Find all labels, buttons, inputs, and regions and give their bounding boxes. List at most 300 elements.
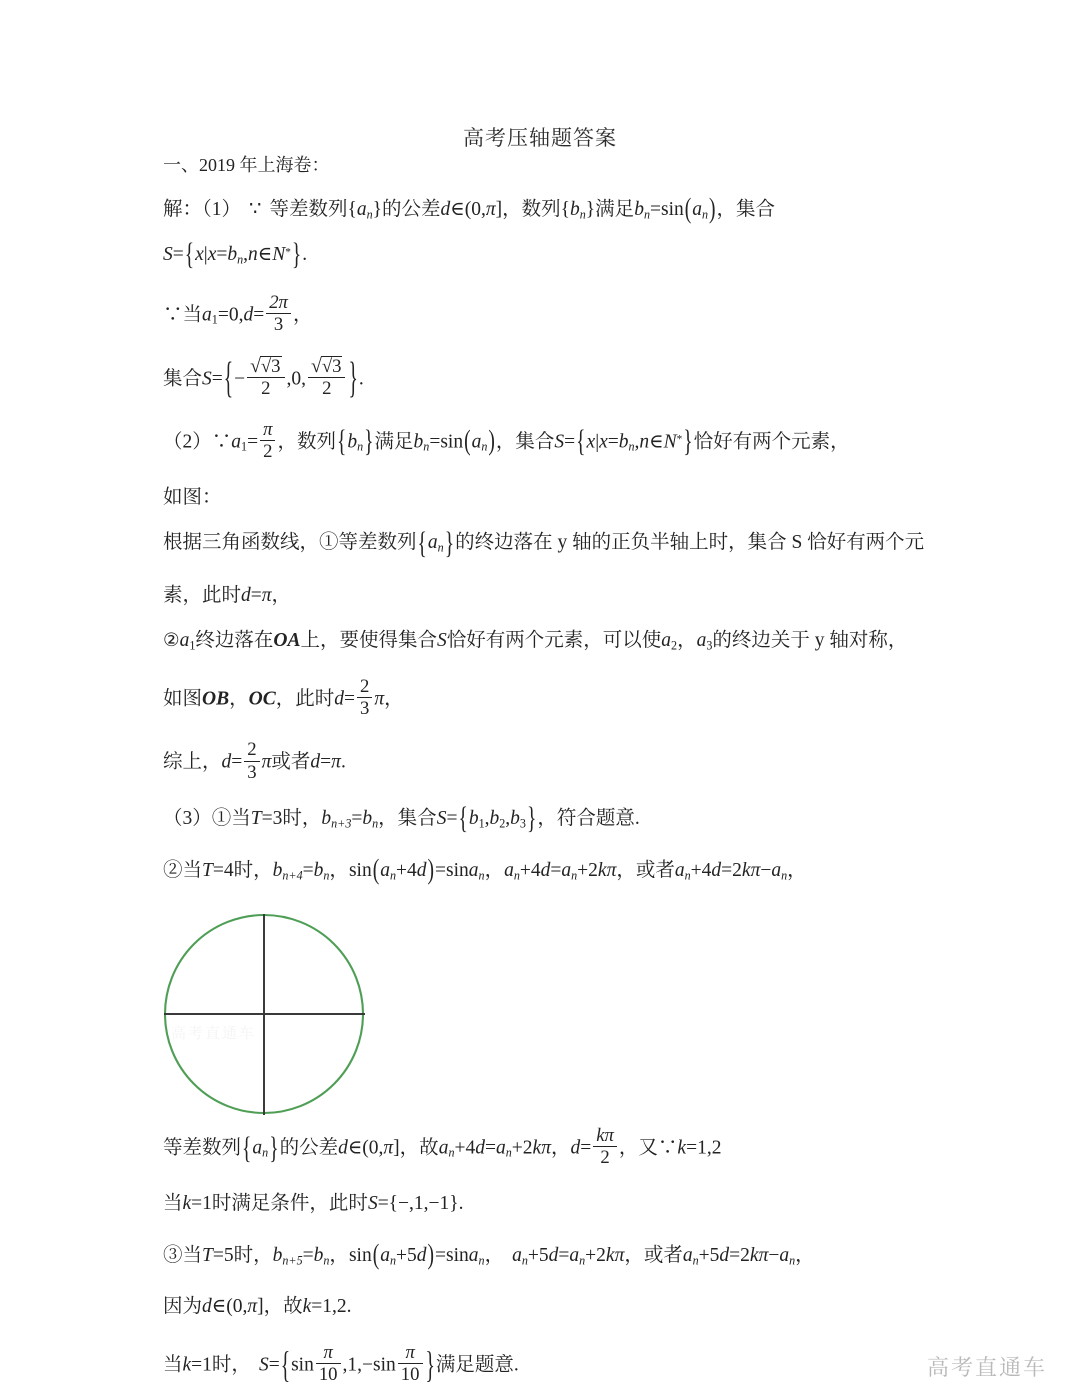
l17-text-a: 因为 bbox=[163, 1295, 203, 1317]
l1-brace-close: } bbox=[372, 199, 382, 220]
l16-eq: =5 bbox=[212, 1244, 234, 1266]
l1-d: d bbox=[440, 199, 451, 220]
l1-prefix: 解：（1） bbox=[163, 199, 242, 220]
l13-sa: a bbox=[380, 860, 390, 881]
l16-c2: ， bbox=[484, 1244, 505, 1266]
l2-bar: | bbox=[203, 244, 208, 266]
l2-in: ∈ bbox=[257, 244, 273, 266]
l12-bb3: b bbox=[510, 807, 520, 829]
fraction-2-3-b bbox=[244, 740, 259, 781]
l11-eq: = bbox=[231, 751, 243, 773]
l1-an-sub: n bbox=[366, 207, 373, 222]
l14-a2-sub: n bbox=[448, 1145, 455, 1160]
l5-x2: x bbox=[599, 431, 608, 453]
l14-text-a: 等差数列 bbox=[163, 1137, 242, 1159]
l16-a3: a bbox=[512, 1244, 522, 1266]
l13-sa2-sub: n bbox=[478, 868, 485, 883]
l1-pi: π bbox=[485, 199, 496, 220]
l16-sa2-sub: n bbox=[478, 1253, 485, 1268]
l14-eq2: = bbox=[580, 1137, 592, 1159]
l5-n: n bbox=[639, 431, 650, 453]
l18-text-a: 当 bbox=[163, 1354, 183, 1376]
l9-text-e: 的终边关于 y 轴对称， bbox=[712, 630, 908, 652]
l1-sin: sin bbox=[660, 199, 684, 220]
l13-c3: ，或者 bbox=[616, 860, 675, 881]
l1-bn2: b bbox=[634, 199, 644, 220]
l4-sqrt-num-b: √√3 bbox=[308, 356, 345, 378]
l13-prefix: ②当 bbox=[163, 860, 203, 881]
l5-c1: ，数列 bbox=[277, 431, 336, 453]
l12-b1: b bbox=[468, 807, 479, 829]
solution-line-17 bbox=[163, 1292, 928, 1321]
l16-pi2: π bbox=[758, 1244, 769, 1266]
l16-b-sub: n+5 bbox=[282, 1253, 303, 1268]
l5-star: * bbox=[676, 433, 683, 446]
l13-eq3: = bbox=[435, 860, 446, 881]
l9-text-d: ， bbox=[677, 630, 697, 652]
l3-a1: a bbox=[202, 304, 212, 325]
l13-sa-sub: n bbox=[389, 868, 396, 883]
l16-pi: π bbox=[614, 1244, 625, 1266]
l12-text-c: ，集合 bbox=[378, 807, 437, 829]
l15-text-b: 时满足条件，此时 bbox=[211, 1193, 368, 1215]
l4-sqrt-num: √√3 bbox=[247, 356, 284, 378]
l13-p2k: +2 bbox=[577, 860, 598, 881]
l18-den2: 10 bbox=[400, 1364, 420, 1386]
l12-bb3-sub: 3 bbox=[519, 815, 526, 830]
l18-den1: 10 bbox=[318, 1364, 338, 1386]
fraction-kpi-2 bbox=[593, 1126, 617, 1167]
l16-a6: a bbox=[779, 1244, 790, 1266]
l12-shi: 时， bbox=[282, 807, 322, 829]
l14-a3: a bbox=[495, 1137, 506, 1159]
l1-brace-open: { bbox=[347, 199, 357, 220]
l14-eq: = bbox=[484, 1137, 496, 1159]
l10-text-c: ，此时 bbox=[275, 688, 335, 710]
l13-tail: ， bbox=[787, 860, 807, 881]
l13-a3-sub: n bbox=[513, 868, 520, 883]
l4-minus: − bbox=[234, 368, 246, 390]
solution-line-11 bbox=[163, 740, 928, 781]
l16-c1: ， bbox=[329, 1244, 349, 1266]
l4-mid: ,0, bbox=[286, 368, 307, 390]
fraction-sqrt3-2-b bbox=[308, 356, 345, 398]
l8-eq: = bbox=[250, 584, 262, 606]
l16-eq3: = bbox=[435, 1244, 446, 1266]
solution-line-2: $S=\{x|x=b_n,n\in N^*\}$. bbox=[163, 239, 308, 273]
l16-p2k: +2 bbox=[585, 1244, 606, 1266]
l16-a4-sub: n bbox=[579, 1253, 586, 1268]
l2-x2: x bbox=[207, 244, 217, 266]
l16-sa2: a bbox=[468, 1244, 479, 1266]
l2-bsub: n bbox=[237, 252, 244, 267]
l13-a5-sub: n bbox=[684, 868, 691, 883]
l17-k: k bbox=[302, 1295, 312, 1317]
l16-dv: d bbox=[416, 1244, 427, 1266]
l5-in: ∈ bbox=[649, 431, 664, 453]
l10-sep: ， bbox=[229, 688, 249, 710]
l1-rb: ] bbox=[495, 199, 503, 220]
l10-frac-num: 2 bbox=[357, 677, 372, 698]
l16-p5: +5 bbox=[527, 1244, 549, 1266]
l5-a1-sub: 1 bbox=[241, 439, 248, 454]
l16-minus: − bbox=[768, 1244, 780, 1266]
l14-a3-sub: n bbox=[505, 1145, 512, 1160]
l16-sa-sub: n bbox=[389, 1253, 396, 1268]
l4-den-a: 2 bbox=[261, 377, 271, 399]
l14-frac-num: kπ bbox=[593, 1126, 617, 1147]
watermark: 高考直通车 bbox=[926, 1355, 1047, 1380]
l5-sin-arg: a bbox=[471, 431, 482, 453]
l1-an-var: a bbox=[356, 199, 367, 220]
l7-text-a: 根据三角函数线，①等差数列 bbox=[163, 532, 417, 554]
l16-k2: k bbox=[749, 1244, 759, 1266]
l9-a3: a bbox=[696, 630, 707, 652]
faint-watermark: 高考直通车 bbox=[171, 1025, 257, 1042]
solution-line-13: ②当T=4时，$b_{n+4}=b_n$，$\sin(a_n+4d)=\sin a_n$，$a_n+4d=a_n+2k\pi$，或者$a_n+4d=2k\pi-a_n$， bbox=[163, 855, 807, 886]
section-heading: 一、2019 年上海卷： bbox=[163, 155, 330, 175]
l10-d: d bbox=[334, 688, 344, 710]
l5-b: b bbox=[618, 431, 629, 453]
l8-d: d bbox=[241, 584, 251, 606]
l10-frac-den: 3 bbox=[359, 698, 370, 720]
l16-b2: b bbox=[313, 1244, 324, 1266]
l14-d: d bbox=[338, 1137, 348, 1159]
l13-eq4: = bbox=[550, 860, 562, 881]
l9-OA: OA bbox=[273, 630, 301, 652]
l5-c3: ，集合 bbox=[495, 431, 555, 453]
l13-dv: d bbox=[416, 860, 427, 881]
l5-eq: = bbox=[247, 431, 259, 453]
l8-pi: π bbox=[261, 584, 272, 606]
l13-shi: 时， bbox=[233, 860, 273, 881]
l15-S: S bbox=[367, 1193, 378, 1215]
l13-a3: a bbox=[504, 860, 514, 881]
l13-pi2: π bbox=[750, 860, 761, 881]
l16-sin2: sin bbox=[446, 1244, 469, 1266]
l17-d: d bbox=[202, 1295, 212, 1317]
l13-a6: a bbox=[771, 860, 782, 881]
l16-c3: ，或者 bbox=[624, 1244, 683, 1266]
l13-sin: sin bbox=[348, 860, 372, 881]
l17-text-b: ，故 bbox=[263, 1295, 303, 1317]
l18-num1: π bbox=[316, 1343, 341, 1364]
l13-b2-sub: n bbox=[323, 868, 330, 883]
solution-line-6: 如图： bbox=[163, 487, 222, 509]
l1-sin-arg: a bbox=[692, 199, 702, 220]
l9-text-a: 终边落在 bbox=[195, 630, 274, 652]
l12-cm1: , bbox=[484, 807, 490, 829]
l17-period: . bbox=[346, 1295, 352, 1317]
l3-frac-num: 2π bbox=[266, 293, 291, 314]
l14-c3: ，又∵ bbox=[618, 1137, 678, 1159]
l5-c2: 满足 bbox=[374, 431, 414, 453]
l3-a1-sub: 1 bbox=[211, 312, 218, 327]
solution-line-7: 根据三角函数线，①等差数列$\{a_n\}$的终边落在 y 轴的正负半轴上时，集合 S 恰好有两个元 bbox=[163, 527, 925, 561]
l10-eq: = bbox=[343, 688, 355, 710]
document-body bbox=[163, 152, 928, 1395]
l16-eq4: = bbox=[558, 1244, 570, 1266]
l12-tail: ，符合题意. bbox=[537, 807, 640, 829]
l1-eq: = bbox=[649, 199, 661, 220]
l11-d: d bbox=[221, 751, 232, 773]
unit-circle-diagram bbox=[160, 910, 370, 1120]
l14-p2k: +2 bbox=[511, 1137, 533, 1159]
l18-k: k bbox=[182, 1354, 192, 1376]
l11-frac-den: 3 bbox=[247, 761, 257, 783]
l9-text-c: 恰好有两个元素，可以使 bbox=[446, 630, 662, 652]
l18-eq2: = bbox=[268, 1354, 280, 1376]
l14-k: k bbox=[532, 1137, 542, 1159]
l5-eq3: = bbox=[564, 431, 576, 453]
fraction-pi-2 bbox=[260, 420, 275, 461]
l8-c: ， bbox=[271, 584, 292, 606]
l14-c2: ， bbox=[550, 1137, 571, 1159]
l13-T: T bbox=[202, 860, 213, 881]
l2-N: N bbox=[272, 244, 286, 266]
l12-b2-sub: n bbox=[372, 815, 379, 830]
l4-jihe: 集合 bbox=[163, 368, 203, 390]
l1-because: ∵ bbox=[249, 199, 262, 220]
l16-p5b: +5 bbox=[698, 1244, 720, 1266]
solution-line-9 bbox=[163, 626, 928, 655]
l9-a2: a bbox=[661, 630, 672, 652]
solution-line-16: ③当T=5时，$b_{n+5}=b_n$，$\sin(a_n+5d)=\sin a_n$， $a_n+5d=a_n+2k\pi$，或者$a_n+5d=2k\pi-a_n$， bbox=[163, 1239, 815, 1271]
l17-in: ∈(0, bbox=[211, 1295, 248, 1317]
l1-bn-close: } bbox=[585, 199, 596, 220]
l17-val: =1,2 bbox=[311, 1295, 347, 1317]
l3-comma: ， bbox=[292, 304, 313, 325]
l3-d: d bbox=[243, 304, 254, 325]
l14-a2: a bbox=[438, 1137, 449, 1159]
l1-bn-open: { bbox=[560, 199, 570, 220]
fraction-2pi-3 bbox=[266, 293, 291, 334]
l14-pi2: π bbox=[541, 1137, 551, 1159]
l11-period: . bbox=[340, 751, 346, 773]
l16-a6-sub: n bbox=[789, 1253, 796, 1268]
l16-a3-sub: n bbox=[521, 1253, 528, 1268]
l13-sin2: sin bbox=[446, 860, 469, 881]
l16-shi: 时， bbox=[233, 1244, 273, 1266]
l5-tail: 恰好有两个元素， bbox=[693, 431, 850, 453]
l1-text-a: 等差数列 bbox=[269, 199, 348, 220]
l14-d2: d bbox=[475, 1137, 485, 1159]
solution-line-14: 等差数列$\{a_n\}$的公差d∈(0,π]，故$a_n+4d=a_n+2k\pi$，d= $\frac{k\pi}{2}$ ，又∵k=1,2 bbox=[163, 1125, 722, 1169]
l12-cm2: , bbox=[505, 807, 511, 829]
l3-because: ∵ bbox=[163, 304, 183, 325]
l16-b2-sub: n bbox=[323, 1253, 330, 1268]
l12-b: b bbox=[321, 807, 332, 829]
l1-text-c: ，数列 bbox=[502, 199, 561, 220]
solution-line-10 bbox=[163, 677, 928, 718]
l13-p4: +4 bbox=[519, 860, 541, 881]
l13-d4: d bbox=[711, 860, 722, 881]
l4-eq: = bbox=[211, 368, 223, 390]
l5-x: x bbox=[586, 431, 596, 453]
l1-bn2-sub: n bbox=[643, 207, 650, 222]
l14-pi: π bbox=[383, 1137, 394, 1159]
l12-eq: =3 bbox=[261, 807, 283, 829]
l4-den-b: 2 bbox=[322, 377, 332, 399]
l14-d3: d bbox=[570, 1137, 581, 1159]
l12-eq3: = bbox=[446, 807, 458, 829]
l12-bb2-sub: 2 bbox=[499, 815, 506, 830]
l11-eq2: = bbox=[320, 751, 332, 773]
l14-k2: k bbox=[677, 1137, 687, 1159]
l11-pi2: π bbox=[331, 751, 341, 773]
l5-frac-num: π bbox=[260, 420, 275, 441]
l13-p4b: +4 bbox=[690, 860, 712, 881]
l14-in: ∈(0, bbox=[347, 1137, 384, 1159]
l5-N: N bbox=[663, 431, 677, 453]
l16-prefix: ③当 bbox=[163, 1244, 203, 1266]
l16-eq5: =2 bbox=[729, 1244, 750, 1266]
l15-period: . bbox=[458, 1193, 464, 1215]
l12-prefix: （3）①当 bbox=[163, 807, 251, 829]
l11-d2: d bbox=[310, 751, 321, 773]
l2-n: n bbox=[248, 244, 258, 266]
l13-d3: d bbox=[540, 860, 551, 881]
l14-text-c: ，故 bbox=[399, 1137, 439, 1159]
l9-text-b: 上，要使得集合 bbox=[300, 630, 438, 652]
l10-OC: OC bbox=[248, 688, 276, 710]
l15-set-value: ={−,1,−1} bbox=[377, 1193, 459, 1215]
l2-period: . bbox=[302, 244, 308, 266]
l14-an: a bbox=[252, 1137, 263, 1159]
l7-an-sub: n bbox=[437, 540, 444, 555]
l16-b: b bbox=[272, 1244, 283, 1266]
l5-bn-sub: n bbox=[357, 439, 364, 454]
l15-eq: =1 bbox=[191, 1193, 212, 1215]
l18-sin1: sin bbox=[291, 1354, 314, 1376]
l13-k2: k bbox=[741, 860, 751, 881]
l18-mid: ,1,− bbox=[342, 1354, 374, 1376]
l1-text-e: ，集合 bbox=[716, 199, 776, 220]
l14-text-b: 的公差 bbox=[279, 1137, 339, 1159]
l2-eq: = bbox=[172, 244, 184, 266]
l13-k: k bbox=[597, 860, 607, 881]
l5-b-sub: n bbox=[628, 439, 635, 454]
l11-frac-num: 2 bbox=[244, 740, 259, 761]
solution-line-5: $(2)\because a_1=$ $\frac{\pi}{2}$ ，数列$\{b_n\}$满足$b_n=\sin(a_n)$，集合$S=\{x|x=b_n,n\in N^*\}$恰好有两个元素， bbox=[163, 418, 850, 463]
l13-plus: +4 bbox=[396, 860, 417, 881]
l4-radicand-b: √3 bbox=[321, 355, 342, 377]
l12-b1-sub: 1 bbox=[478, 815, 485, 830]
l5-bn2-sub: n bbox=[423, 439, 430, 454]
l12-b-sub: n+3 bbox=[331, 815, 352, 830]
l14-p4: +4 bbox=[454, 1137, 476, 1159]
l16-a5: a bbox=[682, 1244, 693, 1266]
l2-eq2: = bbox=[216, 244, 228, 266]
l2-S: S bbox=[163, 244, 173, 266]
l14-frac-den: 2 bbox=[600, 1147, 610, 1169]
l9-S: S bbox=[437, 630, 447, 652]
l2-comma: , bbox=[243, 244, 249, 266]
l18-shi: 时， bbox=[211, 1354, 251, 1376]
l16-d3: d bbox=[548, 1244, 559, 1266]
l18-tail: 满足题意. bbox=[435, 1354, 519, 1376]
l16-a4: a bbox=[569, 1244, 580, 1266]
l16-plus: +5 bbox=[396, 1244, 417, 1266]
solution-line-15 bbox=[163, 1189, 928, 1218]
l5-bn2: b bbox=[413, 431, 424, 453]
l18-eq: =1 bbox=[191, 1354, 212, 1376]
l16-d4: d bbox=[719, 1244, 730, 1266]
l5-comma: , bbox=[634, 431, 640, 453]
l3-eq0: =0, bbox=[217, 304, 244, 325]
l12-b2: b bbox=[362, 807, 373, 829]
l9-circled-2: ② bbox=[163, 630, 180, 652]
l18-S: S bbox=[258, 1354, 269, 1376]
l1-in: ∈(0, bbox=[450, 199, 486, 220]
l14-an-sub: n bbox=[262, 1145, 269, 1160]
l10-tail: ， bbox=[384, 688, 404, 710]
l15-k: k bbox=[182, 1193, 192, 1215]
l12-T: T bbox=[250, 807, 262, 829]
l5-a1: a bbox=[231, 431, 242, 453]
l11-pi: π bbox=[261, 751, 272, 773]
l13-a4-sub: n bbox=[571, 868, 578, 883]
l11-text-b: 或者 bbox=[271, 751, 311, 773]
solution-line-4: 集合S={− $\frac{√√3}{2}$ ,0, $\frac{√√3}{2}$ }. bbox=[163, 354, 364, 404]
l15-text-a: 当 bbox=[163, 1193, 183, 1215]
l13-b2: b bbox=[313, 860, 324, 881]
l12-eq2: = bbox=[351, 807, 363, 829]
l5-eq2: = bbox=[429, 431, 441, 453]
l14-rb: ] bbox=[393, 1137, 400, 1159]
l13-minus: − bbox=[760, 860, 772, 881]
l1-bn-var: b bbox=[570, 199, 580, 220]
l16-sin: sin bbox=[348, 1244, 372, 1266]
l16-sa: a bbox=[380, 1244, 390, 1266]
l13-c1: ， bbox=[329, 860, 349, 881]
fraction-sqrt3-2-a bbox=[247, 356, 284, 398]
l5-sin-sub: n bbox=[481, 439, 488, 454]
fraction-pi-10-a bbox=[316, 1343, 341, 1384]
l17-pi: π bbox=[247, 1295, 258, 1317]
fraction-pi-10-b bbox=[398, 1343, 423, 1384]
l1-text-d: 满足 bbox=[595, 199, 635, 220]
l4-S: S bbox=[202, 368, 212, 390]
l12-S: S bbox=[436, 807, 447, 829]
l13-b-sub: n+4 bbox=[282, 868, 303, 883]
page-title: 高考压轴题答案 bbox=[463, 126, 617, 150]
l17-rb: ] bbox=[257, 1295, 264, 1317]
l5-bar: | bbox=[595, 431, 600, 453]
l13-eq5: =2 bbox=[721, 860, 742, 881]
l13-sa2: a bbox=[468, 860, 479, 881]
l1-text-b: 的公差 bbox=[382, 199, 441, 220]
l5-because: ∵ bbox=[211, 431, 232, 453]
l5-sin: sin bbox=[440, 431, 464, 453]
l13-a5: a bbox=[674, 860, 685, 881]
l5-bn: b bbox=[347, 431, 358, 453]
l13-c2: ， bbox=[484, 860, 505, 881]
l10-text-a: 如图 bbox=[163, 688, 203, 710]
l5-prefix: （2） bbox=[163, 431, 212, 453]
l1-sin-sub: n bbox=[702, 207, 709, 222]
solution-line-12: （3）①当T=3时，$b_{n+3}=b_n$，集合$S=\{b_1,b_2,b_3\}$，符合题意. bbox=[163, 802, 640, 836]
l5-eq4: = bbox=[607, 431, 619, 453]
l1-bn-sub: n bbox=[579, 207, 586, 222]
l18-num2: π bbox=[398, 1343, 423, 1364]
l13-a6-sub: n bbox=[781, 868, 788, 883]
l3-eq: = bbox=[253, 304, 265, 325]
l4-radicand-a: √3 bbox=[260, 355, 281, 377]
l4-period: . bbox=[358, 368, 364, 390]
l7-an: a bbox=[427, 532, 438, 554]
solution-line-3 bbox=[163, 293, 928, 334]
